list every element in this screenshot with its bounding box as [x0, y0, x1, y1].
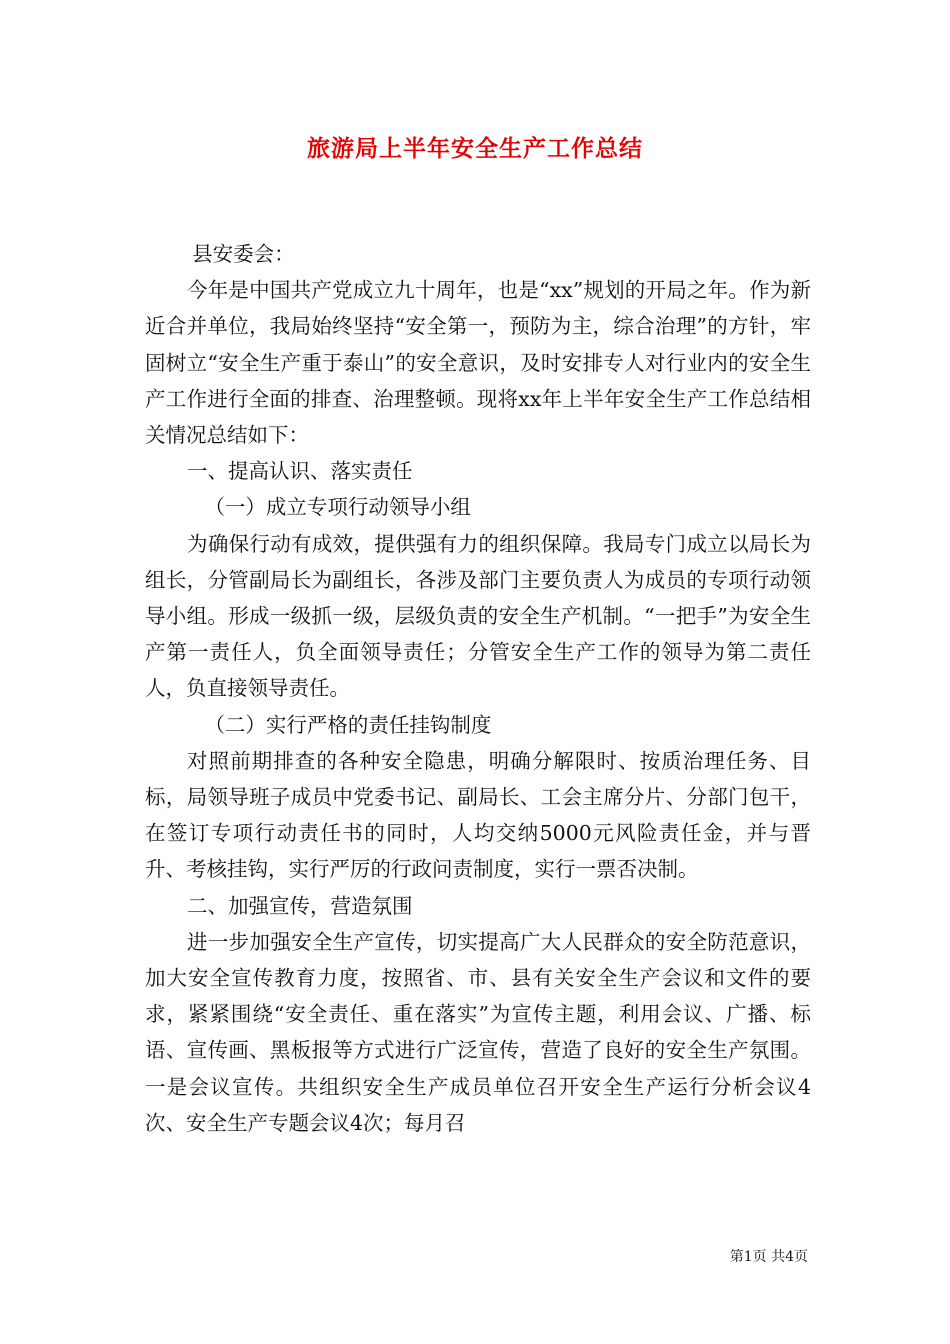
paragraph-1-1: 为确保行动有成效，提供强有力的组织保障。我局专门成立以局长为组长，分管副局长为副组长，各涉及部门主要负责人为成员的专项行动领导小组。形成一级抓一级，层级负责的安全生产机制。“一把手”为安全生产第一责任人，负全面领导责任；分管安全生产工作的领导为第二责任人，负直接领导责任。 — [145, 531, 811, 701]
paragraph-intro: 今年是中国共产党成立九十周年，也是“xx”规划的开局之年。作为新近合并单位，我局始终坚持“安全第一，预防为主，综合治理”的方针，牢固树立“安全生产重于泰山”的安全意识，及时安排专人对行业内的安全生产工作进行全面的排查、治理整顿。现将xx年上半年安全生产工作总结相关情况总结如下： — [145, 278, 811, 448]
sub-heading-1-2: （二）实行严格的责任挂钩制度 — [204, 712, 492, 737]
paragraph-2: 进一步加强安全生产宣传，切实提高广大人民群众的安全防范意识，加大安全宣传教育力度，按照省、市、县有关安全生产会议和文件的要求，紧紧围绕“安全责任、重在落实”为宣传主题，利用会议、广播、标语、宣传画、黑板报等方式进行广泛宣传，营造了良好的安全生产氛围。一是会议宣传。共组织安全生产成员单位召开安全生产运行分析会议4次、安全生产专题会议4次；每月召 — [145, 929, 811, 1135]
document-title: 旅游局上半年安全生产工作总结 — [307, 135, 643, 162]
section-heading-2: 二、加强宣传，营造氛围 — [187, 893, 413, 918]
document-body — [145, 236, 811, 1141]
page-number: 第1页 共4页 — [729, 1249, 808, 1265]
sub-heading-1-1: （一）成立专项行动领导小组 — [204, 495, 471, 520]
section-heading-1: 一、提高认识、落实责任 — [187, 459, 413, 484]
salutation: 县安委会： — [192, 242, 295, 266]
paragraph-1-2: 对照前期排查的各种安全隐患，明确分解限时、按质治理任务、目标，局领导班子成员中党委书记、副局长、工会主席分片、分部门包干，在签订专项行动责任书的同时，人均交纳5000元风险责任金，并与晋升、考核挂钩，实行严厉的行政问责制度，实行一票否决制。 — [145, 748, 811, 882]
